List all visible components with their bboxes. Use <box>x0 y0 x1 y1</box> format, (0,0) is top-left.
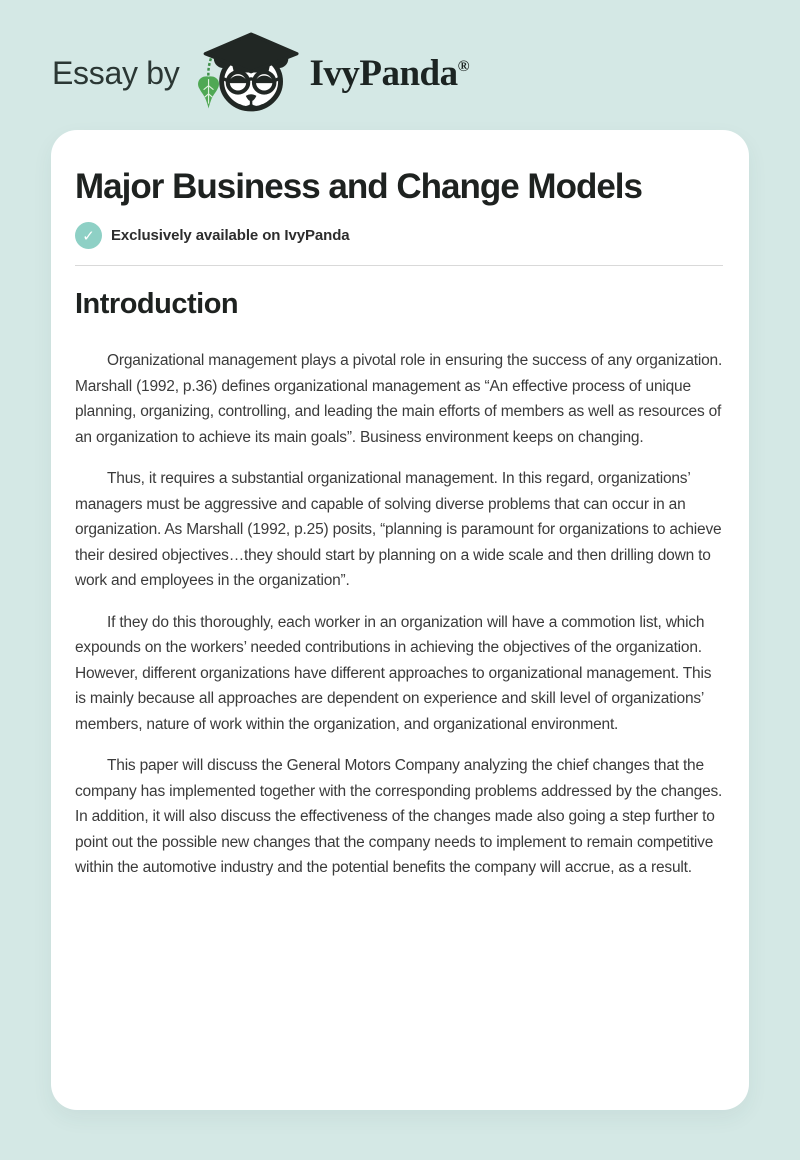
header-prefix: Essay by <box>52 54 180 91</box>
cap-button <box>249 34 254 39</box>
glasses-bridge <box>249 79 255 81</box>
exclusive-badge <box>75 222 723 249</box>
essay-paragraph: If they do this thoroughly, each worker in an organization will have a commotion list, which expounds on the workers’ needed contributions in achieving the objectives of the organization. However, different organizations have different approaches to organizational management. This is mainly because all approaches are dependent on experience and skill level of organizations’ members, nature of work within the organization, and organizational environment. <box>75 613 712 733</box>
essay-card <box>51 130 749 1110</box>
divider <box>75 265 723 266</box>
trademark-symbol: ® <box>457 57 470 75</box>
badge-label: Exclusively available on IvyPanda <box>111 227 350 244</box>
section-heading-introduction: Introduction <box>75 288 239 320</box>
essay-paragraph: Thus, it requires a substantial organizational management. In this regard, organizations’ managers must be aggressive and capable of solving diverse problems that can occur in an organization. As Marshall (1992, p.25) posits, “planning is paramount for organizations to achieve their desired objectives…they should start by planning on a wide scale and then drilling down to work and employees in the organization”. <box>75 470 722 589</box>
panda-graduate-icon <box>193 31 301 119</box>
essay-paragraph: This paper will discuss the General Motors Company analyzing the chief changes that the company has implemented together with the corresponding problems addressed by the changes. In addition, it will also discuss the effectiveness of the changes made also going a step further to point out the possible new changes that the company needs to implement to remain competitive within the automotive industry and the potential benefits the company will accrue, as a result. <box>75 757 723 876</box>
essay-paragraph: Organizational management plays a pivotal role in ensuring the success of any organization. Marshall (1992, p.36) defines organizational management as “An effective process of unique planning, organizing, controlling, and leading the main efforts of members as well as resources of an organization to achieve its main goals”. Business environment keeps on changing. <box>75 352 723 446</box>
essay-title: Major Business and Change Models <box>75 167 642 206</box>
ivypanda-logo <box>193 31 301 119</box>
letterhead <box>0 0 800 118</box>
checkmark-icon: ✓ <box>75 222 102 249</box>
brand-text: IvyPanda <box>309 52 458 94</box>
brand-name <box>309 52 469 95</box>
